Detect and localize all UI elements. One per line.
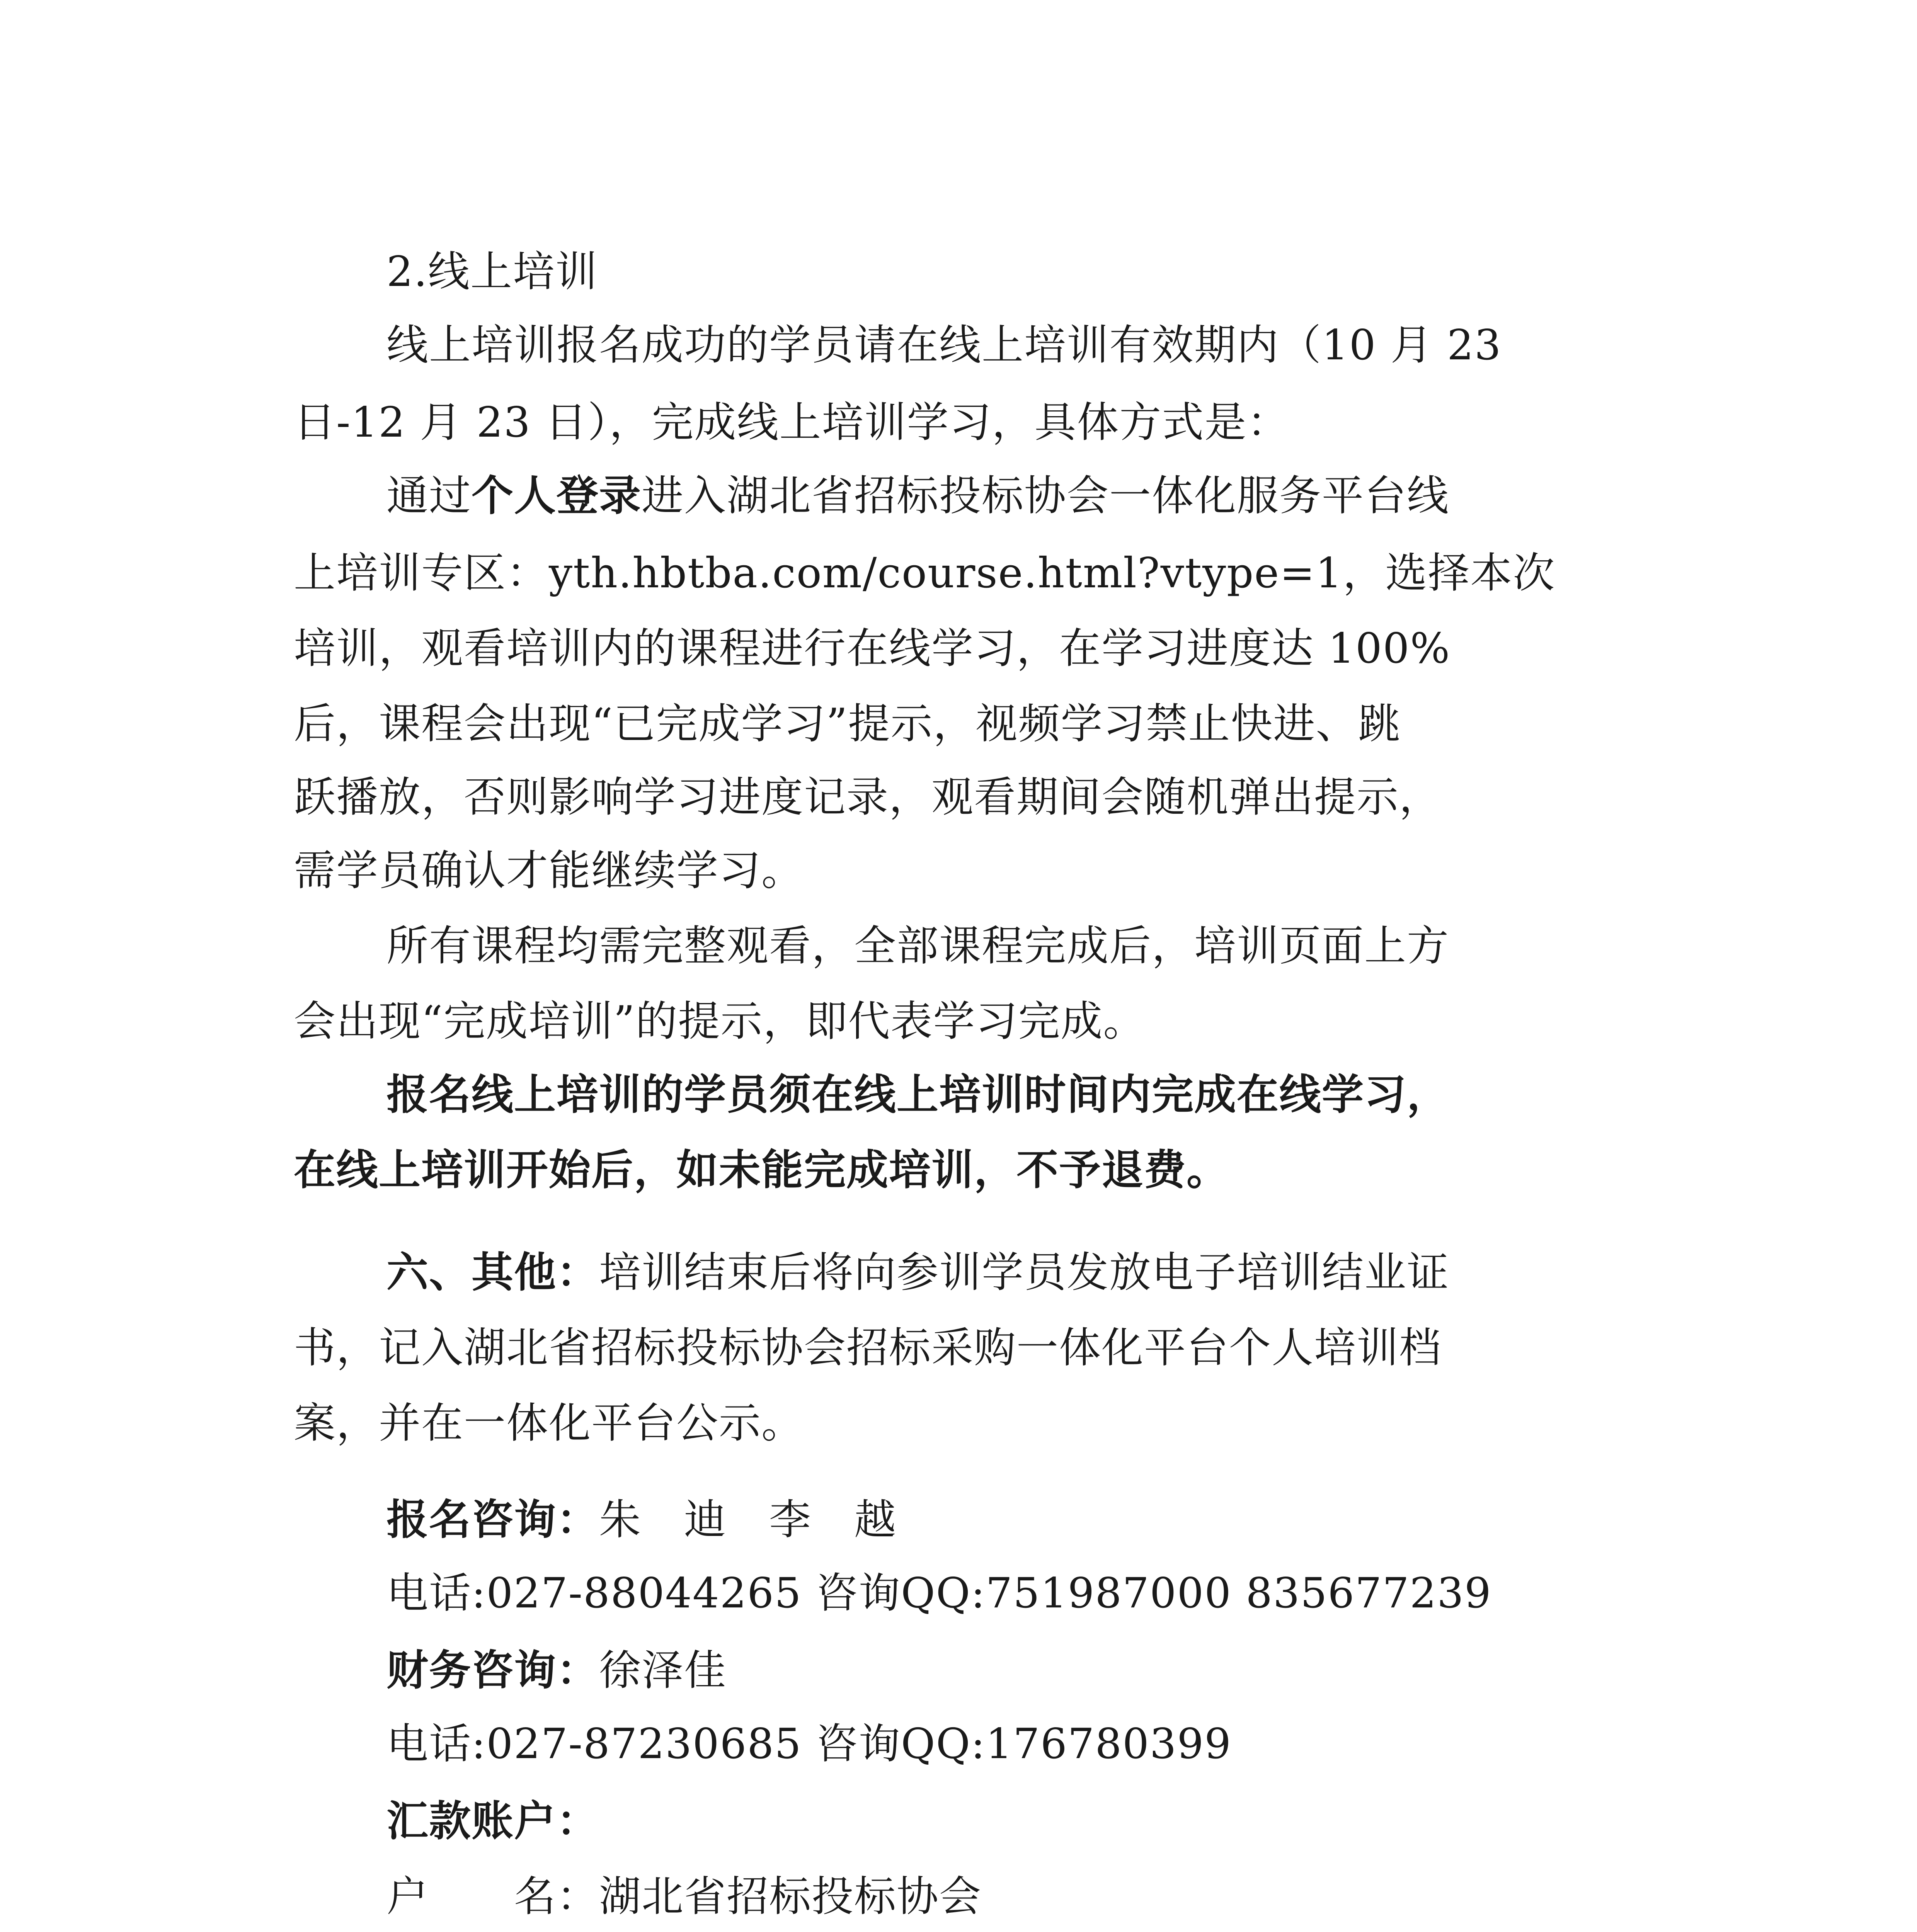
signup-contact: [386, 1496, 897, 1544]
signup-phone: 电话:027-88044265 咨询QQ:751987000 835677239: [386, 1569, 1492, 1617]
section-6-label: 六、其他：: [386, 1248, 599, 1297]
account-label: 汇款账户：: [386, 1797, 599, 1845]
para-2-rest: 进入湖北省招标投标协会一体化服务平台线: [642, 472, 1450, 520]
section-6-line-2: 书，记入湖北省招标投标协会招标采购一体化平台个人培训档: [294, 1324, 1442, 1372]
finance-contact: [386, 1646, 727, 1695]
para-3-line-1: 所有课程均需完整观看，全部课程完成后，培训页面上方: [386, 922, 1450, 970]
account-name: 湖北省招标投标协会: [599, 1872, 982, 1921]
section-6-text: 培训结束后将向参训学员发放电子培训结业证: [599, 1248, 1450, 1297]
para-2-lead: 通过: [386, 472, 472, 520]
signup-label: 报名咨询：: [386, 1496, 599, 1544]
para-4-line-1: 报名线上培训的学员须在线上培训时间内完成在线学习，: [386, 1071, 1450, 1119]
personal-login-emphasis: 个人登录: [472, 472, 642, 520]
para-2-line-2: 上培训专区：yth.hbtba.com/course.html?vtype=1，选择本次: [294, 549, 1556, 597]
finance-phone: 电话:027-87230685 咨询QQ:176780399: [386, 1720, 1232, 1768]
para-1-line-1: 线上培训报名成功的学员请在线上培训有效期内（10 月 23: [386, 321, 1502, 369]
signup-names: 朱 迪 李 越: [599, 1496, 897, 1544]
para-3-line-2: 会出现“完成培训”的提示，即代表学习完成。: [294, 997, 1146, 1046]
para-2-line-1: [386, 472, 1450, 520]
section-6-line-1: [386, 1248, 1450, 1297]
para-2-line-4: 后，课程会出现“已完成学习”提示，视频学习禁止快进、跳: [294, 700, 1401, 748]
para-2-line-6: 需学员确认才能继续学习。: [294, 847, 804, 895]
finance-name: 徐泽佳: [599, 1646, 727, 1695]
para-1-line-2: 日-12 月 23 日），完成线上培训学习，具体方式是：: [294, 398, 1290, 447]
finance-label: 财务咨询：: [386, 1646, 599, 1695]
section-2-heading: 2.线上培训: [386, 248, 598, 296]
para-2-line-3: 培训，观看培训内的课程进行在线学习，在学习进度达 100%: [294, 624, 1451, 673]
account-name-label: 户 名：: [386, 1872, 599, 1921]
section-6-line-3: 案，并在一体化平台公示。: [294, 1399, 804, 1447]
para-4-line-2: 在线上培训开始后，如未能完成培训，不予退费。: [294, 1146, 1229, 1194]
account-name-row: [386, 1872, 982, 1921]
para-2-line-5: 跃播放，否则影响学习进度记录，观看期间会随机弹出提示，: [294, 773, 1442, 821]
